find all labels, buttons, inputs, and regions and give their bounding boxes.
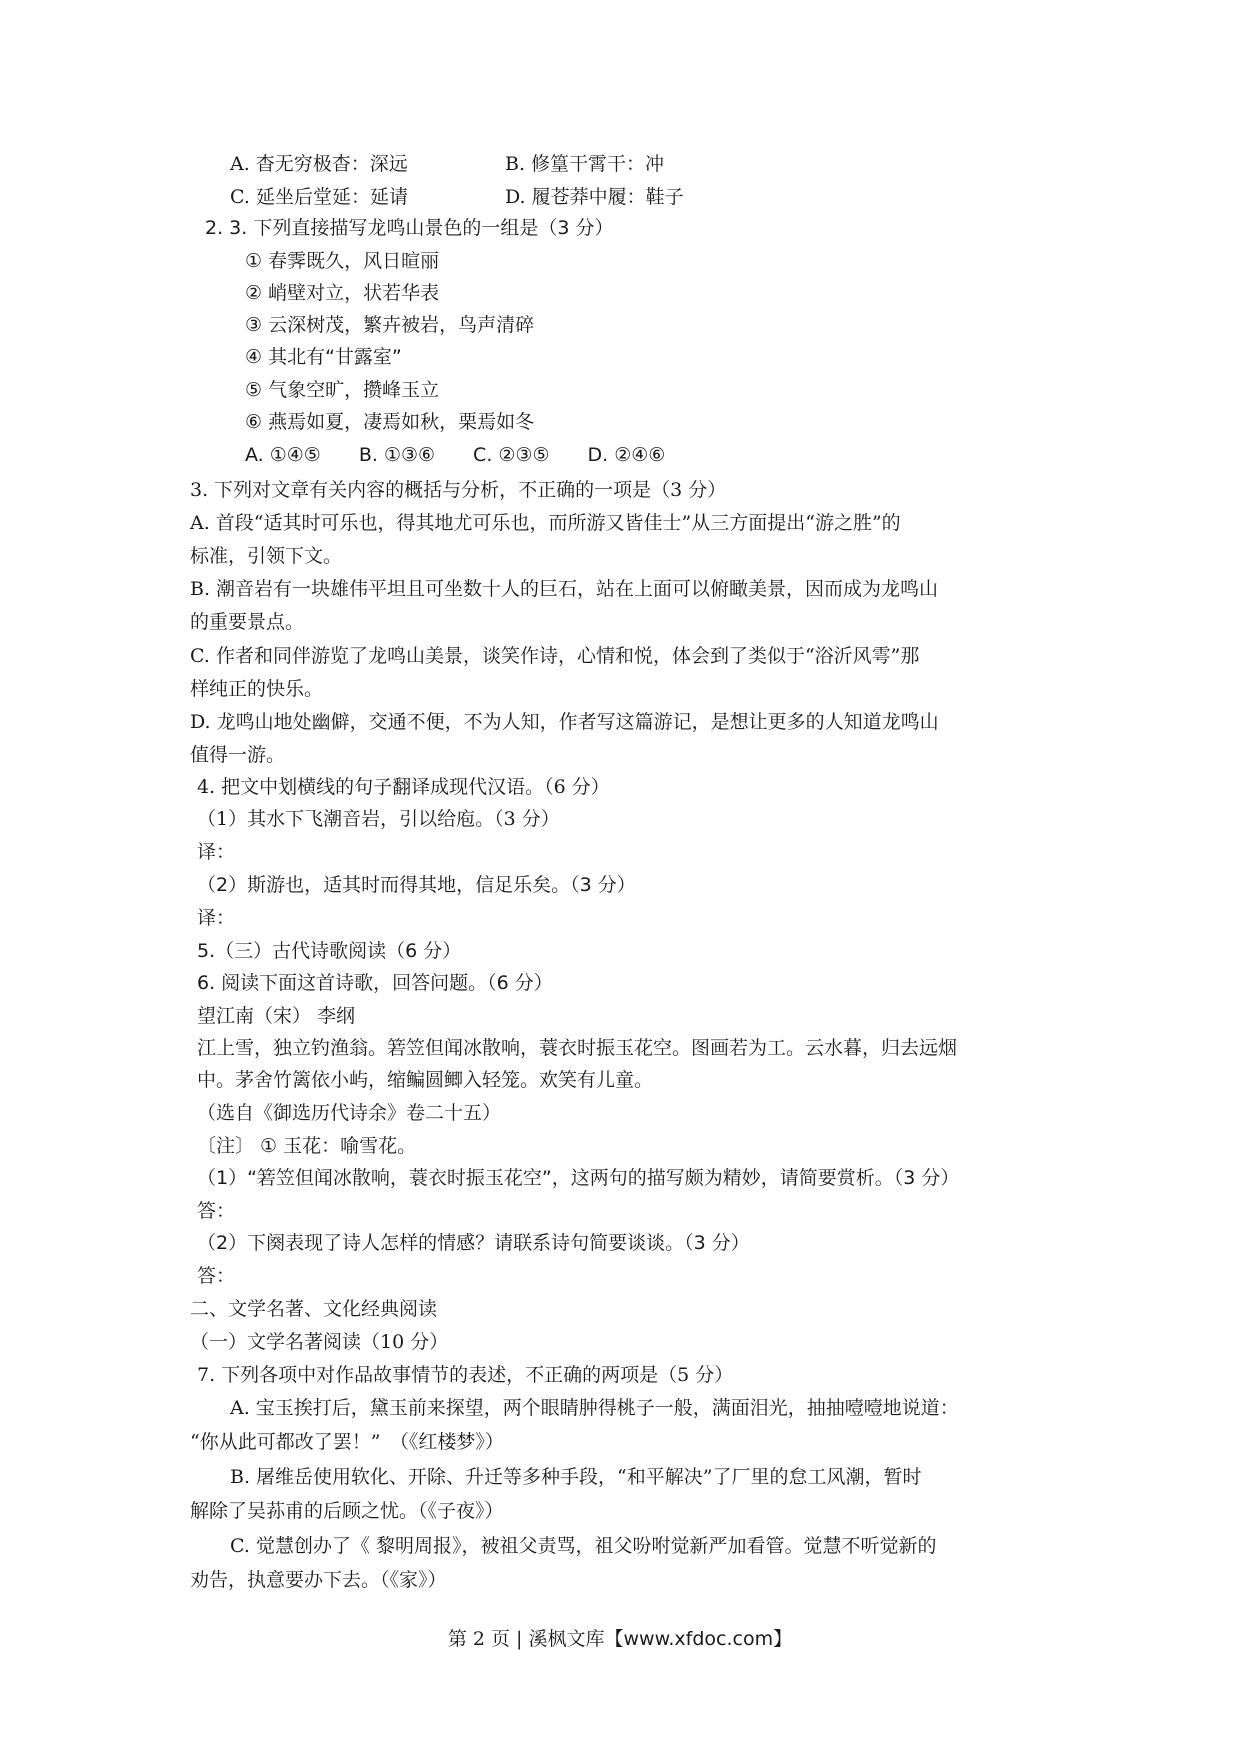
text-line: 答： xyxy=(197,1200,236,1222)
footer-url: www.xfdoc.com xyxy=(623,1628,774,1650)
text-line: 译： xyxy=(197,841,236,863)
text-line: ④ 其北有“甘露室” xyxy=(245,346,402,368)
text-line: ② 峭壁对立，状若华表 xyxy=(245,282,440,304)
text-line: ③ 云深树茂，繁卉被岩，鸟声清碎 xyxy=(245,314,535,336)
text-line: 解除了吴荪甫的后顾之忧。（《子夜》） xyxy=(190,1500,504,1522)
text-line: D. 履苍莽中履：鞋子 xyxy=(505,186,684,208)
text-line: 样纯正的快乐。 xyxy=(190,678,324,700)
text-line: （2）下阕表现了诗人怎样的情感？请联系诗句简要谈谈。（3 分） xyxy=(197,1232,750,1254)
text-line: （选自《御选历代诗余》卷二十五） xyxy=(197,1102,502,1124)
text-line: “你从此可都改了罢！” （《红楼梦》） xyxy=(190,1431,504,1453)
footer-bracket: 】 xyxy=(773,1628,793,1650)
text-line: 6. 阅读下面这首诗歌，回答问题。（6 分） xyxy=(197,972,553,994)
text-line: A. 杳无穷极杳：深远 xyxy=(230,153,408,175)
text-line: A. 首段“适其时可乐也，得其地尤可乐也，而所游又皆佳士”从三方面提出“游之胜”的 xyxy=(190,512,901,534)
library-name: 溪枫文库【 xyxy=(528,1628,624,1650)
text-line: B. 潮音岩有一块雄伟平坦且可坐数十人的巨石，站在上面可以俯瞰美景，因而成为龙鸣山 xyxy=(190,578,939,600)
text-line: 译： xyxy=(197,907,236,929)
text-line: 的重要景点。 xyxy=(190,611,305,633)
page-number: 第 2 页 xyxy=(447,1628,511,1650)
text-line: 劝告，执意要办下去。（《家》） xyxy=(190,1569,447,1591)
text-line: B. 修篁干霄干：冲 xyxy=(505,153,665,175)
text-line: D. 龙鸣山地处幽僻，交通不便，不为人知，作者写这篇游记，是想让更多的人知道龙鸣山 xyxy=(190,711,939,733)
text-line: 望江南（宋） 李纲 xyxy=(197,1005,356,1027)
text-line: （一）文学名著阅读（10 分） xyxy=(190,1331,449,1353)
text-line: 答： xyxy=(197,1265,236,1287)
text-line: 标准，引领下文。 xyxy=(190,545,343,567)
text-line: C. 延坐后堂延：延请 xyxy=(230,186,408,208)
text-line: 〔注〕 ① 玉花：喻雪花。 xyxy=(197,1135,417,1157)
text-line: ⑤ 气象空旷，攒峰玉立 xyxy=(245,379,440,401)
text-line: ⑥ 燕焉如夏，凄焉如秋，栗焉如冬 xyxy=(245,411,535,433)
text-line: 值得一游。 xyxy=(190,744,286,766)
text-line: ① 春霁既久，风日暄丽 xyxy=(245,250,440,272)
text-line: A. ①④⑤ B. ①③⑥ C. ②③⑤ D. ②④⑥ xyxy=(245,444,666,466)
text-line: （1）“箬笠但闻冰散响，蓑衣时振玉花空”，这两句的描写颇为精妙，请简要赏析。（3 分） xyxy=(197,1167,960,1189)
page-footer xyxy=(0,1626,1240,1652)
text-line: （2）斯游也，适其时而得其地，信足乐矣。（3 分） xyxy=(197,874,636,896)
text-line: C. 觉慧创办了《 黎明周报》，被祖父责骂，祖父吩咐觉新严加看管。觉慧不听觉新的 xyxy=(230,1535,937,1557)
text-line: 5.（三）古代诗歌阅读（6 分） xyxy=(197,940,462,962)
text-line: 3. 下列对文章有关内容的概括与分析，不正确的一项是（3 分） xyxy=(190,479,727,501)
text-line: 7. 下列各项中对作品故事情节的表述，不正确的两项是（5 分） xyxy=(197,1364,734,1386)
text-line: 二、文学名著、文化经典阅读 xyxy=(190,1298,438,1320)
text-line: 4. 把文中划横线的句子翻译成现代汉语。（6 分） xyxy=(197,776,610,798)
text-line: A. 宝玉挨打后，黛玉前来探望，两个眼睛肿得桃子一般，满面泪光，抽抽噎噎地说道： xyxy=(230,1397,959,1419)
text-line: C. 作者和同伴游览了龙鸣山美景，谈笑作诗，心情和悦，体会到了类似于“浴沂风雩”那 xyxy=(190,645,920,667)
text-line: B. 屠维岳使用软化、开除、升迁等多种手段，“和平解决”了厂里的怠工风潮，暂时 xyxy=(230,1466,922,1488)
text-line: 2. 3. 下列直接描写龙鸣山景色的一组是（3 分） xyxy=(205,217,614,239)
text-line: （1）其水下飞潮音岩，引以给庖。（3 分） xyxy=(197,808,560,830)
text-line: 江上雪，独立钓渔翁。箬笠但闻冰散响，蓑衣时振玉花空。图画若为工。云水暮，归去远烟 xyxy=(197,1037,958,1059)
text-line: 中。茅舍竹篱依小屿，缩鳊圆鲫入轻笼。欢笑有儿童。 xyxy=(197,1069,654,1091)
footer-separator: | xyxy=(510,1628,529,1650)
